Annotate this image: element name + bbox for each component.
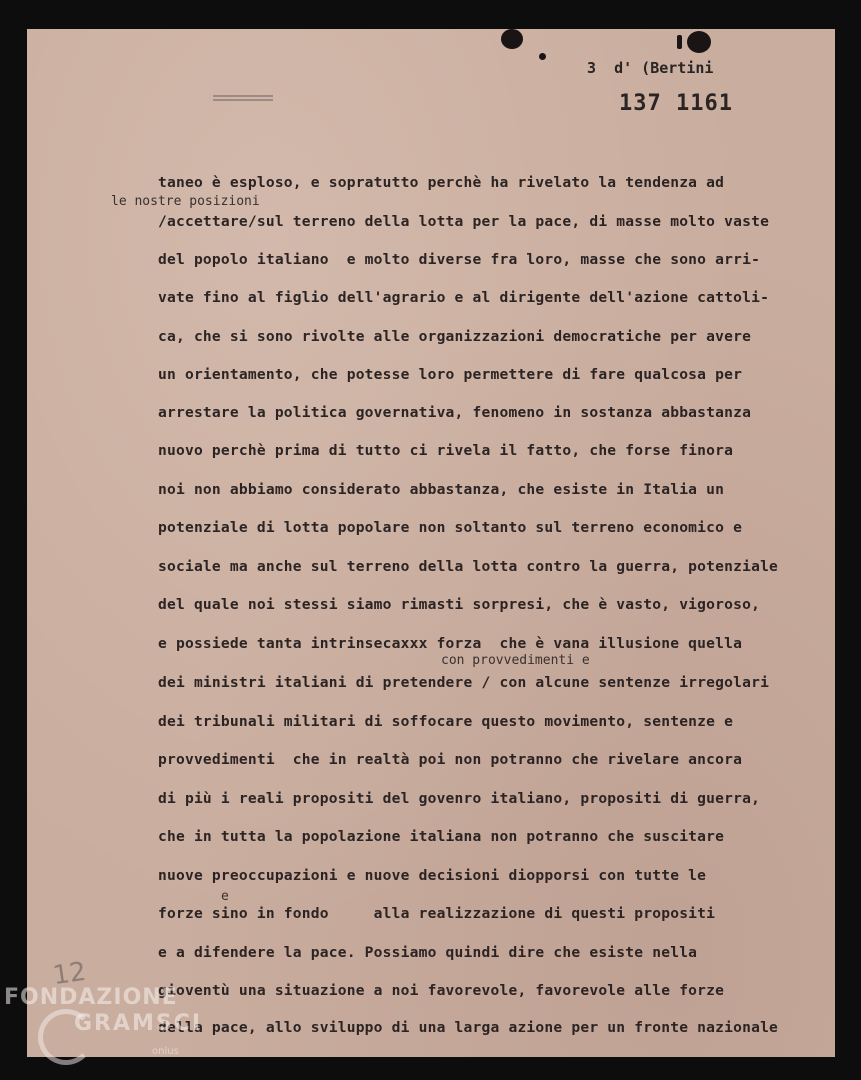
text-line: dei ministri italiani di pretendere / con alcune sentenze irregolari bbox=[158, 674, 770, 691]
text-line: gioventù una situazione a noi favorevole, favorevole alle forze bbox=[158, 982, 725, 999]
text-line: sociale ma anche sul terreno della lotta contro la guerra, potenziale bbox=[158, 558, 779, 575]
pencil-page-annotation: 12 bbox=[51, 956, 89, 992]
watermark-line-3: onlus bbox=[152, 1046, 179, 1057]
text-line: nuovo perchè prima di tutto ci rivela il fatto, che forse finora bbox=[158, 442, 734, 459]
text-line: e possiede tanta intrinsecaxxx forza che è vana illusione quella bbox=[158, 635, 743, 652]
text-line: dei tribunali militari di soffocare questo movimento, sentenze e bbox=[158, 713, 734, 730]
text-line: potenziale di lotta popolare non soltanto sul terreno economico e bbox=[158, 519, 743, 536]
text-line: e a difendere la pace. Possiamo quindi dire che esiste nella bbox=[158, 944, 698, 961]
document-reference: 3 d' (Bertini bbox=[587, 59, 714, 77]
text-line: della pace, allo sviluppo di una larga azione per un fronte nazionale bbox=[158, 1019, 779, 1036]
text-line: provvedimenti che in realtà poi non potranno che rivelare ancora bbox=[158, 751, 743, 768]
text-line: vate fino al figlio dell'agrario e al dirigente dell'azione cattoli- bbox=[158, 289, 770, 306]
watermark-line-1: FONDAZIONE bbox=[4, 985, 178, 1010]
watermark-line-2: GRAMSCI bbox=[74, 1011, 203, 1036]
text-line: ca, che si sono rivolte alle organizzazioni democratiche per avere bbox=[158, 328, 752, 345]
text-line: noi non abbiamo considerato abbastanza, che esiste in Italia un bbox=[158, 481, 725, 498]
document-body bbox=[27, 29, 835, 1057]
text-line: del popolo italiano e molto diverse fra loro, masse che sono arri- bbox=[158, 251, 761, 268]
text-line: arrestare la politica governativa, fenomeno in sostanza abbastanza bbox=[158, 404, 752, 421]
text-line: /accettare/sul terreno della lotta per la pace, di masse molto vaste bbox=[158, 213, 770, 230]
handwritten-insertion: e bbox=[221, 889, 229, 904]
text-line: che in tutta la popolazione italiana non potranno che suscitare bbox=[158, 828, 725, 845]
fondazione-gramsci-watermark bbox=[4, 985, 203, 1057]
text-line: forze sino in fondo alla realizzazione di questi propositi bbox=[158, 905, 716, 922]
text-line: nuove preoccupazioni e nuove decisioni diopporsi con tutte le bbox=[158, 867, 707, 884]
handwritten-insertion: le nostre posizioni bbox=[111, 194, 260, 209]
typewritten-page bbox=[27, 29, 835, 1057]
text-line: del quale noi stessi siamo rimasti sorpresi, che è vasto, vigoroso, bbox=[158, 596, 761, 613]
text-line: un orientamento, che potesse loro permettere di fare qualcosa per bbox=[158, 366, 743, 383]
text-line: di più i reali propositi del govenro italiano, propositi di guerra, bbox=[158, 790, 761, 807]
page-number: 137 1161 bbox=[619, 91, 733, 116]
text-line: taneo è esploso, e sopratutto perchè ha rivelato la tendenza ad bbox=[158, 174, 725, 191]
handwritten-insertion: con provvedimenti e bbox=[441, 653, 590, 668]
